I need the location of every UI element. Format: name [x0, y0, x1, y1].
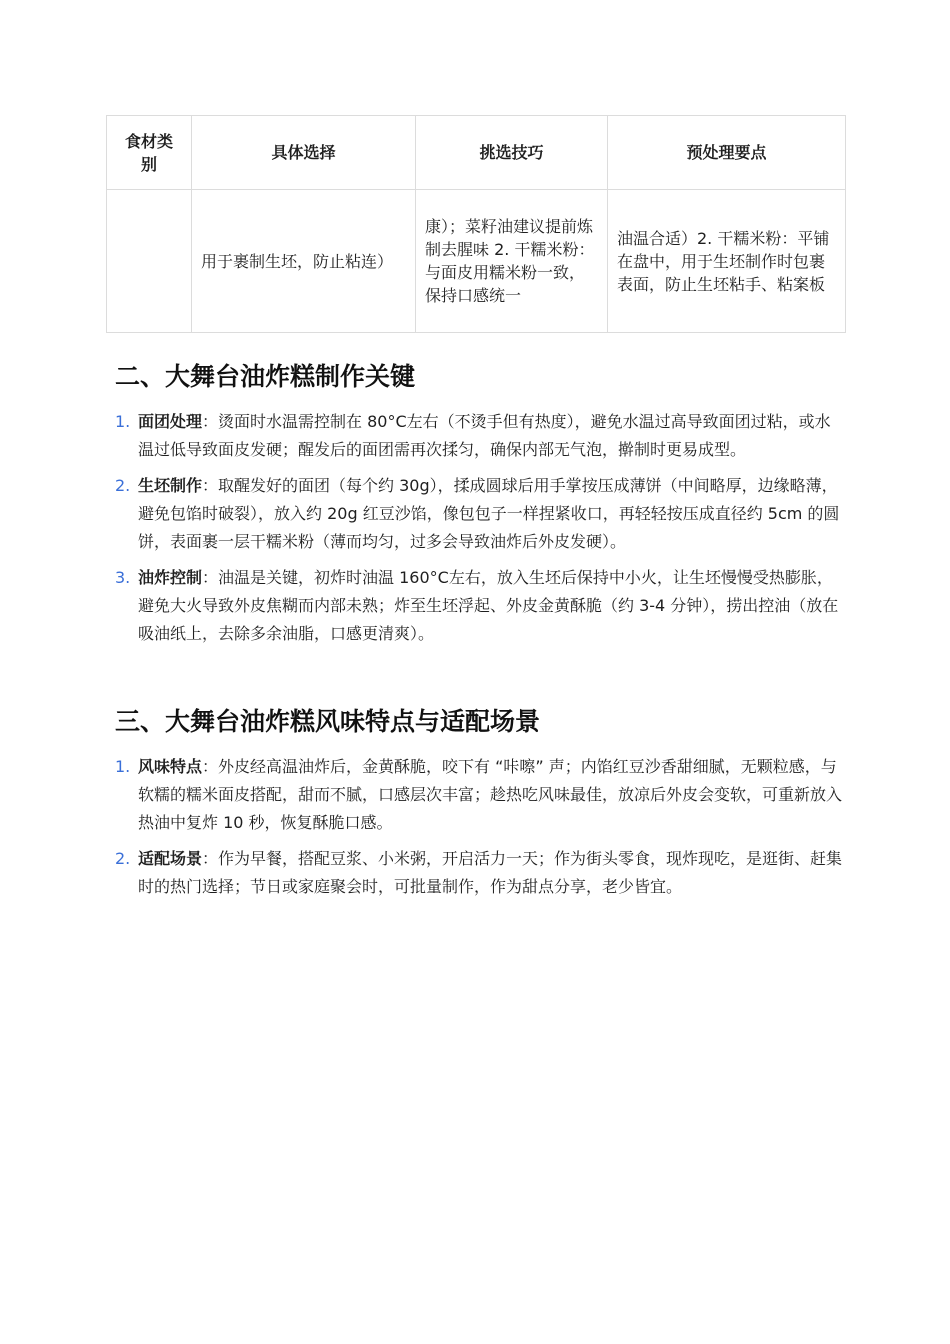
list-term: 油炸控制 — [138, 568, 203, 587]
numbered-list — [115, 408, 845, 648]
list-text: ：烫面时水温需控制在 80°C左右（不烫手但有热度），避免水温过高导致面团过粘，或水温过低导致面皮发硬；醒发后的面团需再次揉匀，确保内部无气泡，擀制时更易成型。 — [138, 412, 831, 459]
list-term: 适配场景 — [138, 849, 203, 868]
cell-prep: 油温合适）2. 干糯米粉：平铺在盘中，用于生坯制作时包裹表面，防止生坯粘手、粘案板 — [608, 190, 846, 333]
list-item — [115, 845, 845, 901]
section-flavor-scenes — [115, 705, 845, 909]
list-term: 风味特点 — [138, 757, 203, 776]
cell-choice: 用于裹制生坯，防止粘连） — [192, 190, 416, 333]
list-text: ：取醒发好的面团（每个约 30g），揉成圆球后用手掌按压成薄饼（中间略厚，边缘略薄，避免包馅时破裂），放入约 20g 红豆沙馅，像包包子一样捏紧收口，再轻轻按压成直径约 5cm 的圆饼，表面裹一层干糯米粉（薄而均匀，过多会导致油炸后外皮发硬）。 — [138, 476, 840, 551]
list-number: 2. — [115, 476, 131, 495]
list-term: 面团处理 — [138, 412, 203, 431]
list-text: ：油温是关键，初炸时油温 160°C左右，放入生坯后保持中小火，让生坯慢慢受热膨胀，避免大火导致外皮焦糊而内部未熟；炸至生坯浮起、外皮金黄酥脆（约 3-4 分钟），捞出控油（放在吸油纸上，去除多余油脂，口感更清爽）。 — [138, 568, 839, 643]
table-row — [107, 190, 846, 333]
section-heading: 二、大舞台油炸糕制作关键 — [115, 362, 416, 391]
header-category: 食材类别 — [107, 116, 192, 190]
header-tips: 挑选技巧 — [416, 116, 608, 190]
section-heading: 三、大舞台油炸糕风味特点与适配场景 — [115, 707, 541, 736]
cell-tips: 康）；菜籽油建议提前炼制去腥味 2. 干糯米粉：与面皮用糯米粉一致，保持口感统一 — [416, 190, 608, 333]
ingredients-table — [106, 115, 846, 333]
list-item — [115, 472, 845, 556]
cell-category — [107, 190, 192, 333]
numbered-list — [115, 753, 845, 901]
list-text: ：作为早餐，搭配豆浆、小米粥，开启活力一天；作为街头零食，现炸现吃，是逛街、赶集时的热门选择；节日或家庭聚会时，可批量制作，作为甜点分享，老少皆宜。 — [138, 849, 843, 896]
list-number: 3. — [115, 568, 131, 587]
list-term: 生坯制作 — [138, 476, 203, 495]
list-text: ：外皮经高温油炸后，金黄酥脆，咬下有 “咔嚓” 声；内馅红豆沙香甜细腻，无颗粒感，与软糯的糯米面皮搭配，甜而不腻，口感层次丰富；趁热吃风味最佳，放凉后外皮会变软，可重新放入热油中复炸 10 秒，恢复酥脆口感。 — [138, 757, 843, 832]
list-item — [115, 564, 845, 648]
list-number: 1. — [115, 412, 131, 431]
ingredients-table-wrap — [106, 115, 845, 333]
header-choice: 具体选择 — [192, 116, 416, 190]
list-item — [115, 753, 845, 837]
section-making-keys — [115, 360, 845, 656]
table-header-row — [107, 116, 846, 190]
list-item — [115, 408, 845, 464]
header-prep: 预处理要点 — [608, 116, 846, 190]
list-number: 1. — [115, 757, 131, 776]
list-number: 2. — [115, 849, 131, 868]
